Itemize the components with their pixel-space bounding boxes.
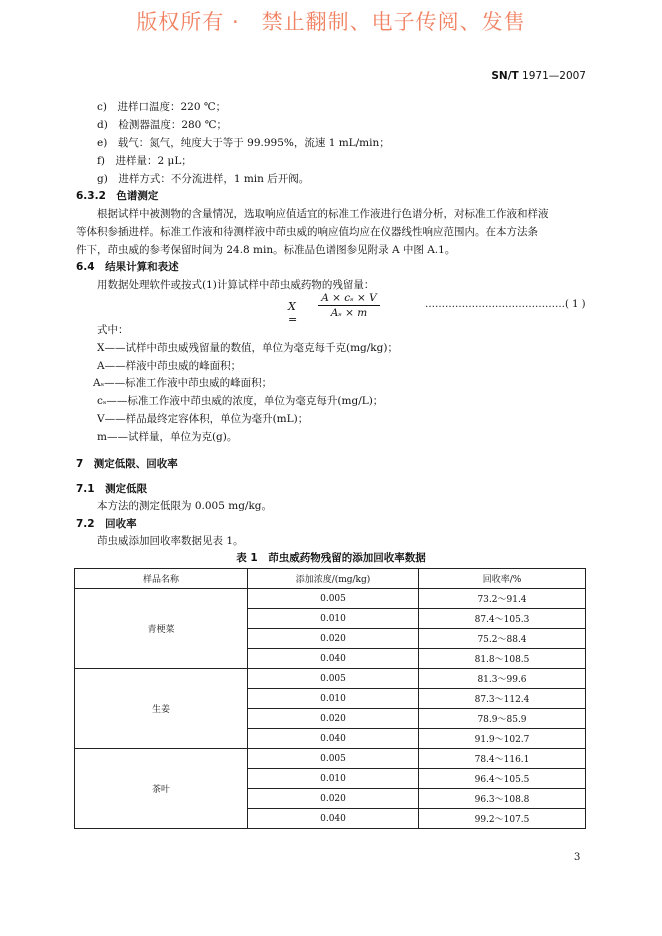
- table-caption: 表 1 茚虫威药物残留的添加回收率数据: [236, 552, 426, 564]
- recovery-cell: 87.4～105.3: [419, 609, 586, 629]
- variable-definition: cₛ——标准工作液中茚虫威的浓度，单位为毫克每升(mg/L)；: [97, 395, 384, 407]
- formula-denominator: Aₛ × m: [330, 307, 368, 319]
- section-heading-7-2: 7.2 回收率: [76, 518, 137, 530]
- concentration-cell: 0.020: [248, 789, 419, 809]
- formula-numerator: A × cₛ × V: [318, 292, 380, 306]
- section-heading-6-3-2: 6.3.2 色谱测定: [76, 190, 159, 202]
- column-header: 添加浓度/(mg/kg): [248, 569, 419, 589]
- condition-item: e) 载气：氮气，纯度大于等于 99.995%，流速 1 mL/min；: [97, 137, 390, 149]
- paragraph-line: 件下，茚虫威的参考保留时间为 24.8 min。标准品色谱图参见附录 A 中图 A.1。: [76, 244, 456, 256]
- concentration-cell: 0.005: [248, 749, 419, 769]
- section-heading-6-4: 6.4 结果计算和表述: [76, 261, 179, 273]
- page-number: 3: [574, 852, 581, 863]
- paragraph-line: 本方法的测定低限为 0.005 mg/kg。: [97, 500, 273, 512]
- standard-number: 1971—2007: [522, 70, 586, 82]
- condition-item: g) 进样方式：不分流进样，1 min 后开阀。: [97, 173, 310, 185]
- table-row: [75, 589, 586, 609]
- copyright-banner: 版权所有 · 禁止翻制、电子传阅、发售: [136, 10, 526, 34]
- recovery-cell: 75.2～88.4: [419, 629, 586, 649]
- variable-definition: V——样品最终定容体积，单位为毫升(mL)；: [97, 413, 309, 425]
- equation-number: ( 1 ): [565, 299, 586, 310]
- formula-lhs: X =: [288, 300, 298, 326]
- recovery-cell: 78.9～85.9: [419, 709, 586, 729]
- concentration-cell: 0.005: [248, 669, 419, 689]
- recovery-cell: 91.9～102.7: [419, 729, 586, 749]
- standard-prefix: SN/T: [491, 70, 519, 82]
- variable-definition: m——试样量，单位为克(g)。: [97, 431, 238, 443]
- condition-item: c) 进样口温度：220 ℃；: [97, 101, 227, 113]
- column-header: 样品名称: [75, 569, 248, 589]
- concentration-cell: 0.040: [248, 809, 419, 829]
- recovery-cell: 87.3～112.4: [419, 689, 586, 709]
- paragraph-line: 根据试样中被测物的含量情况，选取响应值适宜的标准工作液进行色谱分析，对标准工作液和样液: [97, 208, 549, 220]
- recovery-cell: 96.4～105.5: [419, 769, 586, 789]
- section-heading-7-1: 7.1 测定低限: [76, 483, 148, 495]
- variable-definition: X——试样中茚虫威残留量的数值，单位为毫克每千克(mg/kg)；: [97, 342, 398, 354]
- paragraph-line: 用数据处理软件或按式(1)计算试样中茚虫威药物的残留量：: [97, 279, 375, 291]
- standard-code: [491, 70, 586, 82]
- concentration-cell: 0.010: [248, 769, 419, 789]
- table-header-row: [75, 569, 586, 589]
- variable-definition: A——样液中茚虫威的峰面积；: [97, 360, 242, 372]
- concentration-cell: 0.020: [248, 709, 419, 729]
- table-row: [75, 669, 586, 689]
- recovery-cell: 99.2～107.5: [419, 809, 586, 829]
- condition-item: f) 进样量：2 μL；: [97, 155, 192, 167]
- recovery-cell: 73.2～91.4: [419, 589, 586, 609]
- variable-definition: Aₛ——标准工作液中茚虫威的峰面积；: [93, 377, 273, 389]
- concentration-cell: 0.020: [248, 629, 419, 649]
- recovery-cell: 96.3～108.8: [419, 789, 586, 809]
- concentration-cell: 0.040: [248, 649, 419, 669]
- sample-name-cell: 青梗菜: [75, 589, 248, 669]
- formula-leader-dots: ……………………………………: [425, 299, 565, 310]
- recovery-table: [74, 568, 586, 829]
- section-heading-7: 7 测定低限、回收率: [76, 458, 178, 470]
- concentration-cell: 0.010: [248, 609, 419, 629]
- concentration-cell: 0.040: [248, 729, 419, 749]
- condition-item: d) 检测器温度：280 ℃；: [97, 119, 227, 131]
- sample-name-cell: 生姜: [75, 669, 248, 749]
- column-header: 回收率/%: [419, 569, 586, 589]
- where-label: 式中：: [97, 324, 129, 336]
- recovery-cell: 81.8～108.5: [419, 649, 586, 669]
- concentration-cell: 0.005: [248, 589, 419, 609]
- sample-name-cell: 茶叶: [75, 749, 248, 829]
- recovery-cell: 78.4～116.1: [419, 749, 586, 769]
- formula-fraction: [318, 292, 380, 319]
- concentration-cell: 0.010: [248, 689, 419, 709]
- paragraph-line: 茚虫威添加回收率数据见表 1。: [97, 535, 244, 547]
- paragraph-line: 等体积参插进样。标准工作液和待测样液中茚虫威的响应值均应在仪器线性响应范围内。在本方法条: [76, 226, 538, 238]
- table-row: [75, 749, 586, 769]
- recovery-cell: 81.3～99.6: [419, 669, 586, 689]
